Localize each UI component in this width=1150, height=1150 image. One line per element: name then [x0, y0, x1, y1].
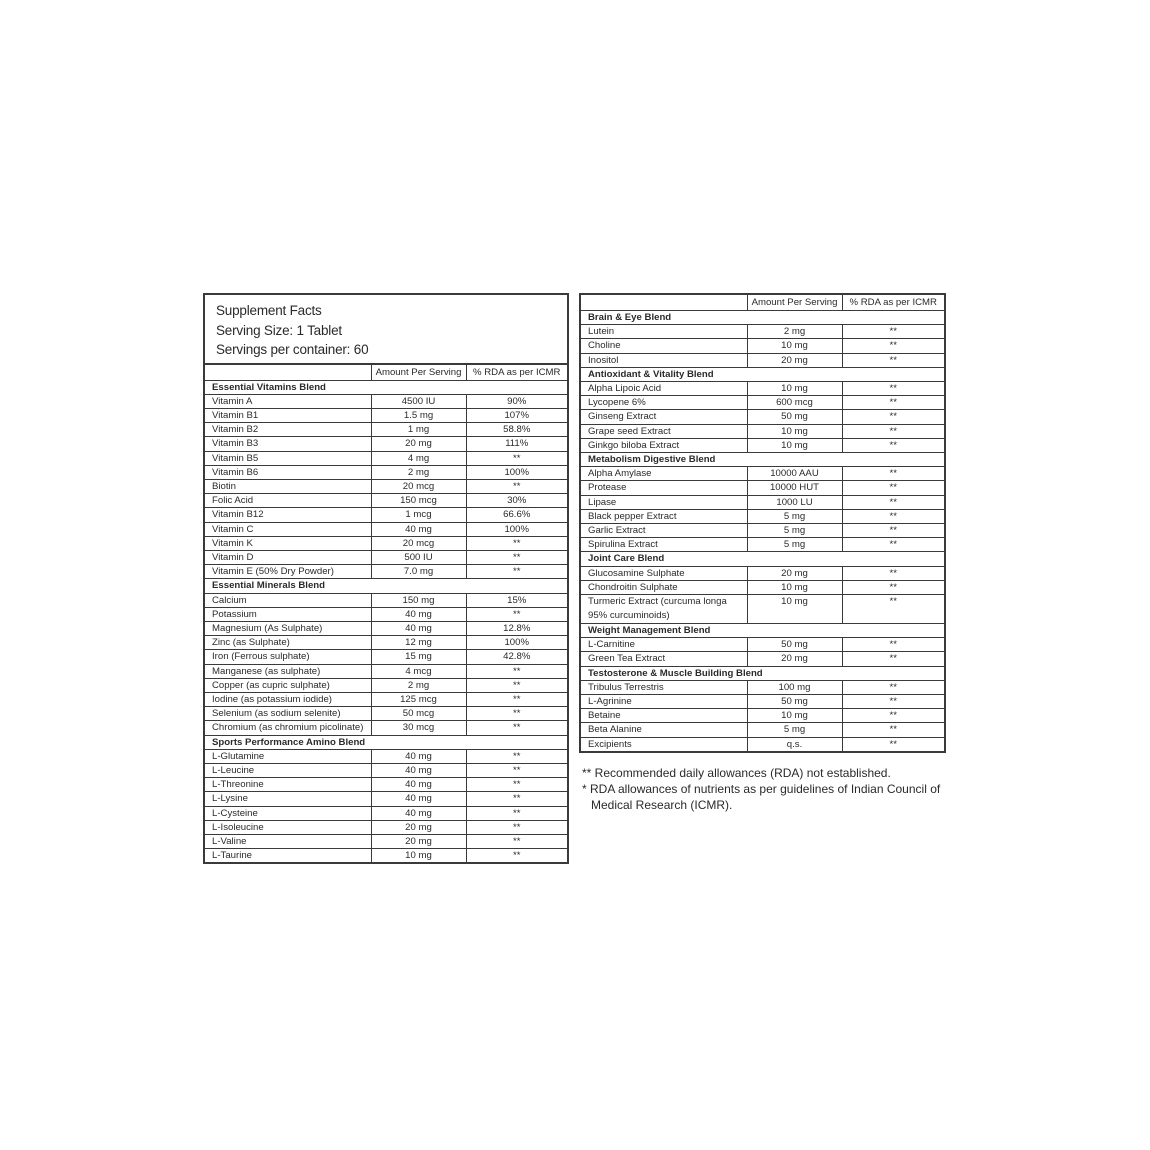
rda-percent: **	[842, 524, 944, 538]
rda-percent: **	[466, 565, 567, 579]
rda-percent: **	[842, 595, 944, 624]
rda-percent: 100%	[466, 522, 567, 536]
nutrient-name: L-Isoleucine	[205, 820, 371, 834]
amount-per-serving: 20 mg	[371, 820, 466, 834]
amount-per-serving: 600 mcg	[747, 396, 842, 410]
column-header-row	[581, 295, 944, 311]
section-title: Testosterone & Muscle Building Blend	[581, 666, 944, 680]
column-header-name	[205, 365, 371, 381]
amount-per-serving: 40 mg	[371, 621, 466, 635]
table-row	[205, 593, 567, 607]
rda-percent: **	[842, 695, 944, 709]
amount-per-serving: 12 mg	[371, 636, 466, 650]
table-row	[205, 707, 567, 721]
rda-percent: **	[466, 707, 567, 721]
table-row	[581, 638, 944, 652]
nutrient-name: Vitamin B6	[205, 465, 371, 479]
rda-percent: **	[842, 566, 944, 580]
supplement-facts-right-panel	[579, 293, 946, 753]
nutrient-name: Vitamin B1	[205, 408, 371, 422]
rda-percent: **	[466, 479, 567, 493]
rda-percent: **	[842, 495, 944, 509]
column-header-row	[205, 365, 567, 381]
nutrient-name: L-Threonine	[205, 778, 371, 792]
table-row	[205, 778, 567, 792]
amount-per-serving: 40 mg	[371, 763, 466, 777]
servings-per-container: Servings per container: 60	[216, 342, 369, 357]
table-row	[205, 806, 567, 820]
table-row	[205, 835, 567, 849]
rda-percent: **	[466, 778, 567, 792]
rda-percent: **	[842, 509, 944, 523]
nutrient-name: L-Lysine	[205, 792, 371, 806]
amount-per-serving: 1000 LU	[747, 495, 842, 509]
table-row	[205, 479, 567, 493]
rda-percent: **	[466, 806, 567, 820]
rda-percent: **	[842, 382, 944, 396]
table-row	[205, 423, 567, 437]
nutrient-name: Inositol	[581, 353, 747, 367]
nutrient-name: Vitamin B5	[205, 451, 371, 465]
amount-per-serving: 10 mg	[747, 382, 842, 396]
nutrient-name: Lutein	[581, 325, 747, 339]
nutrient-name: Turmeric Extract (curcuma longa 95% curcuminoids)	[581, 595, 747, 624]
rda-percent: **	[466, 550, 567, 564]
rda-percent: **	[842, 538, 944, 552]
nutrient-name: Lipase	[581, 495, 747, 509]
amount-per-serving: 20 mg	[371, 437, 466, 451]
table-row	[581, 495, 944, 509]
nutrient-name: Ginkgo biloba Extract	[581, 438, 747, 452]
amount-per-serving: 10 mg	[371, 849, 466, 863]
nutrient-name: Vitamin A	[205, 394, 371, 408]
rda-percent: **	[842, 652, 944, 666]
table-row	[581, 580, 944, 594]
table-row	[581, 566, 944, 580]
section-header-row	[581, 666, 944, 680]
nutrient-name: Glucosamine Sulphate	[581, 566, 747, 580]
nutrient-name: Spirulina Extract	[581, 538, 747, 552]
nutrient-name: Calcium	[205, 593, 371, 607]
amount-per-serving: 20 mg	[371, 835, 466, 849]
section-title: Joint Care Blend	[581, 552, 944, 566]
rda-percent: 111%	[466, 437, 567, 451]
rda-percent: **	[466, 835, 567, 849]
table-row	[205, 437, 567, 451]
nutrient-name: Vitamin B12	[205, 508, 371, 522]
rda-percent: 66.6%	[466, 508, 567, 522]
table-row	[581, 524, 944, 538]
nutrient-name: L-Agrinine	[581, 695, 747, 709]
table-row	[205, 664, 567, 678]
column-header-amount: Amount Per Serving	[747, 295, 842, 311]
rda-percent: **	[842, 709, 944, 723]
amount-per-serving: 1 mg	[371, 423, 466, 437]
nutrient-name: L-Cysteine	[205, 806, 371, 820]
nutrient-name: Betaine	[581, 709, 747, 723]
table-row	[581, 737, 944, 751]
amount-per-serving: 40 mg	[371, 806, 466, 820]
amount-per-serving: 1 mcg	[371, 508, 466, 522]
table-row	[581, 723, 944, 737]
rda-percent: **	[466, 678, 567, 692]
section-title: Essential Vitamins Blend	[205, 380, 567, 394]
rda-percent: **	[466, 451, 567, 465]
amount-per-serving: 40 mg	[371, 792, 466, 806]
table-row	[205, 494, 567, 508]
amount-per-serving: 500 IU	[371, 550, 466, 564]
nutrient-name: Vitamin E (50% Dry Powder)	[205, 565, 371, 579]
nutrient-name: Tribulus Terrestris	[581, 680, 747, 694]
table-row	[581, 509, 944, 523]
amount-per-serving: 30 mcg	[371, 721, 466, 735]
amount-per-serving: 15 mg	[371, 650, 466, 664]
rda-percent: **	[842, 339, 944, 353]
right-table-body	[581, 295, 944, 751]
rda-percent: **	[466, 607, 567, 621]
table-row	[581, 695, 944, 709]
nutrient-name: Magnesium (As Sulphate)	[205, 621, 371, 635]
rda-percent: **	[466, 692, 567, 706]
amount-per-serving: 20 mcg	[371, 536, 466, 550]
section-header-row	[581, 552, 944, 566]
rda-percent: 12.8%	[466, 621, 567, 635]
rda-percent: **	[466, 536, 567, 550]
rda-percent: **	[842, 424, 944, 438]
table-row	[581, 652, 944, 666]
table-row	[581, 410, 944, 424]
facts-header	[205, 295, 567, 365]
rda-percent: 58.8%	[466, 423, 567, 437]
rda-percent: 90%	[466, 394, 567, 408]
amount-per-serving: 20 mg	[747, 353, 842, 367]
table-row	[205, 536, 567, 550]
section-title: Brain & Eye Blend	[581, 311, 944, 325]
rda-percent: 30%	[466, 494, 567, 508]
table-row	[581, 325, 944, 339]
table-row	[205, 678, 567, 692]
rda-percent: **	[466, 849, 567, 863]
table-row	[205, 522, 567, 536]
amount-per-serving: 5 mg	[747, 509, 842, 523]
nutrient-name: Copper (as cupric sulphate)	[205, 678, 371, 692]
left-table-body	[205, 365, 567, 863]
amount-per-serving: 100 mg	[747, 680, 842, 694]
table-row	[205, 508, 567, 522]
amount-per-serving: 4 mg	[371, 451, 466, 465]
left-nutrient-table	[205, 365, 567, 863]
amount-per-serving: 125 mcg	[371, 692, 466, 706]
nutrient-name: Beta Alanine	[581, 723, 747, 737]
nutrient-name: Selenium (as sodium selenite)	[205, 707, 371, 721]
nutrient-name: L-Carnitine	[581, 638, 747, 652]
rda-percent: 100%	[466, 465, 567, 479]
amount-per-serving: 50 mg	[747, 695, 842, 709]
table-row	[581, 353, 944, 367]
nutrient-name: Alpha Lipoic Acid	[581, 382, 747, 396]
rda-percent: **	[466, 792, 567, 806]
table-row	[581, 538, 944, 552]
nutrient-name: Zinc (as Sulphate)	[205, 636, 371, 650]
table-row	[205, 749, 567, 763]
table-row	[205, 550, 567, 564]
rda-percent: **	[842, 680, 944, 694]
table-row	[205, 721, 567, 735]
amount-per-serving: 10 mg	[747, 438, 842, 452]
nutrient-name: Lycopene 6%	[581, 396, 747, 410]
table-row	[205, 849, 567, 863]
column-header-rda: % RDA as per ICMR	[466, 365, 567, 381]
amount-per-serving: 10 mg	[747, 595, 842, 624]
rda-percent: **	[466, 721, 567, 735]
nutrient-name: Chromium (as chromium picolinate)	[205, 721, 371, 735]
rda-percent: 107%	[466, 408, 567, 422]
rda-percent: **	[842, 353, 944, 367]
nutrient-name: Grape seed Extract	[581, 424, 747, 438]
footnotes	[582, 765, 952, 813]
table-row	[205, 451, 567, 465]
table-row	[581, 595, 944, 624]
amount-per-serving: 40 mg	[371, 778, 466, 792]
table-row	[581, 438, 944, 452]
amount-per-serving: 2 mg	[371, 678, 466, 692]
table-row	[205, 394, 567, 408]
nutrient-name: Black pepper Extract	[581, 509, 747, 523]
section-header-row	[581, 367, 944, 381]
table-row	[581, 680, 944, 694]
footnote-rda-not-established: ** Recommended daily allowances (RDA) not established.	[582, 766, 891, 780]
amount-per-serving: 150 mg	[371, 593, 466, 607]
nutrient-name: Iron (Ferrous sulphate)	[205, 650, 371, 664]
nutrient-name: Biotin	[205, 479, 371, 493]
section-title: Weight Management Blend	[581, 624, 944, 638]
amount-per-serving: 40 mg	[371, 749, 466, 763]
amount-per-serving: 10000 HUT	[747, 481, 842, 495]
section-title: Metabolism Digestive Blend	[581, 453, 944, 467]
table-row	[205, 607, 567, 621]
column-header-amount: Amount Per Serving	[371, 365, 466, 381]
rda-percent: **	[466, 664, 567, 678]
amount-per-serving: 5 mg	[747, 538, 842, 552]
amount-per-serving: 4500 IU	[371, 394, 466, 408]
rda-percent: **	[842, 467, 944, 481]
amount-per-serving: 20 mcg	[371, 479, 466, 493]
table-row	[581, 424, 944, 438]
nutrient-name: Chondroitin Sulphate	[581, 580, 747, 594]
amount-per-serving: 10000 AAU	[747, 467, 842, 481]
amount-per-serving: 50 mg	[747, 410, 842, 424]
table-row	[205, 820, 567, 834]
nutrient-name: L-Leucine	[205, 763, 371, 777]
section-header-row	[205, 735, 567, 749]
table-row	[205, 465, 567, 479]
section-header-row	[581, 624, 944, 638]
nutrient-name: Iodine (as potassium iodide)	[205, 692, 371, 706]
section-header-row	[205, 579, 567, 593]
amount-per-serving: 5 mg	[747, 524, 842, 538]
amount-per-serving: 50 mcg	[371, 707, 466, 721]
rda-percent: **	[466, 763, 567, 777]
rda-percent: **	[842, 737, 944, 751]
nutrient-name: Folic Acid	[205, 494, 371, 508]
rda-percent: **	[842, 325, 944, 339]
amount-per-serving: q.s.	[747, 737, 842, 751]
table-row	[205, 763, 567, 777]
column-header-name	[581, 295, 747, 311]
rda-percent: **	[842, 580, 944, 594]
nutrient-name: Vitamin C	[205, 522, 371, 536]
nutrient-name: Vitamin K	[205, 536, 371, 550]
serving-size: Serving Size: 1 Tablet	[216, 322, 342, 338]
amount-per-serving: 150 mcg	[371, 494, 466, 508]
nutrient-name: Vitamin D	[205, 550, 371, 564]
amount-per-serving: 40 mg	[371, 607, 466, 621]
table-row	[581, 481, 944, 495]
rda-percent: 100%	[466, 636, 567, 650]
table-row	[581, 382, 944, 396]
section-title: Antioxidant & Vitality Blend	[581, 367, 944, 381]
nutrient-name: Potassium	[205, 607, 371, 621]
table-row	[205, 692, 567, 706]
rda-percent: **	[466, 749, 567, 763]
rda-percent: **	[842, 438, 944, 452]
table-row	[581, 467, 944, 481]
column-header-rda: % RDA as per ICMR	[842, 295, 944, 311]
footnote-icmr: * RDA allowances of nutrients as per guidelines of Indian Council of Medical Research (ICMR).	[582, 782, 941, 812]
right-nutrient-table	[581, 295, 944, 751]
nutrient-name: Vitamin B2	[205, 423, 371, 437]
section-title: Sports Performance Amino Blend	[205, 735, 567, 749]
amount-per-serving: 7.0 mg	[371, 565, 466, 579]
nutrient-name: Ginseng Extract	[581, 410, 747, 424]
nutrient-name: Green Tea Extract	[581, 652, 747, 666]
amount-per-serving: 40 mg	[371, 522, 466, 536]
table-row	[205, 792, 567, 806]
table-row	[581, 339, 944, 353]
table-row	[205, 636, 567, 650]
amount-per-serving: 10 mg	[747, 580, 842, 594]
nutrient-name: Excipients	[581, 737, 747, 751]
section-title: Essential Minerals Blend	[205, 579, 567, 593]
table-row	[205, 565, 567, 579]
amount-per-serving: 4 mcg	[371, 664, 466, 678]
nutrient-name: Garlic Extract	[581, 524, 747, 538]
section-header-row	[581, 311, 944, 325]
amount-per-serving: 1.5 mg	[371, 408, 466, 422]
amount-per-serving: 10 mg	[747, 339, 842, 353]
rda-percent: **	[842, 723, 944, 737]
nutrient-name: Choline	[581, 339, 747, 353]
rda-percent: **	[842, 481, 944, 495]
amount-per-serving: 50 mg	[747, 638, 842, 652]
table-row	[205, 650, 567, 664]
amount-per-serving: 20 mg	[747, 652, 842, 666]
table-row	[581, 396, 944, 410]
rda-percent: **	[842, 410, 944, 424]
nutrient-name: Protease	[581, 481, 747, 495]
nutrient-name: Vitamin B3	[205, 437, 371, 451]
nutrient-name: Manganese (as sulphate)	[205, 664, 371, 678]
amount-per-serving: 20 mg	[747, 566, 842, 580]
rda-percent: 42.8%	[466, 650, 567, 664]
nutrient-name: L-Valine	[205, 835, 371, 849]
amount-per-serving: 10 mg	[747, 424, 842, 438]
section-header-row	[205, 380, 567, 394]
table-row	[205, 621, 567, 635]
amount-per-serving: 10 mg	[747, 709, 842, 723]
amount-per-serving: 2 mg	[747, 325, 842, 339]
amount-per-serving: 5 mg	[747, 723, 842, 737]
section-header-row	[581, 453, 944, 467]
facts-title: Supplement Facts	[216, 303, 322, 318]
rda-percent: **	[466, 820, 567, 834]
amount-per-serving: 2 mg	[371, 465, 466, 479]
nutrient-name: L-Glutamine	[205, 749, 371, 763]
rda-percent: **	[842, 396, 944, 410]
table-row	[581, 709, 944, 723]
supplement-facts-left-panel	[203, 293, 569, 864]
table-row	[205, 408, 567, 422]
rda-percent: **	[842, 638, 944, 652]
nutrient-name: Alpha Amylase	[581, 467, 747, 481]
rda-percent: 15%	[466, 593, 567, 607]
nutrient-name: L-Taurine	[205, 849, 371, 863]
